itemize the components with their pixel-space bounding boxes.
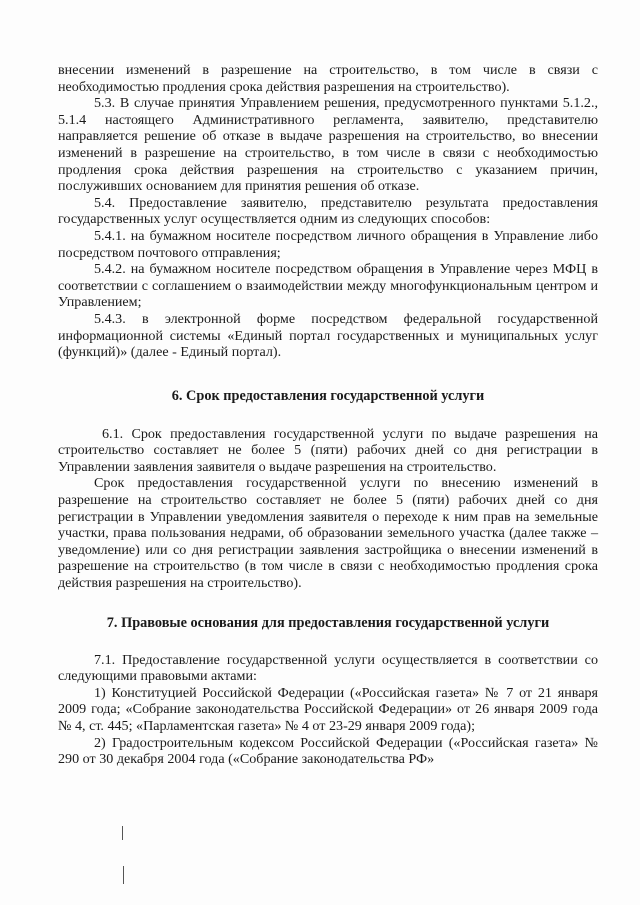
scan-mark (123, 866, 124, 884)
paragraph-5-4: 5.4. Предоставление заявителю, представителю результата предоставления государственных услуг осуществляется одним из следующих способов: (58, 194, 598, 228)
paragraph-7-1: 7.1. Предоставление государственной услуги осуществляется в соответствии со следующими правовыми актами: (58, 651, 598, 685)
paragraph-5-4-2: 5.4.2. на бумажном носителе посредством обращения в Управление через МФЦ в соответствии с соглашением о взаимодействии между многофункциональным центром и Управлением; (58, 261, 598, 311)
section-6-heading: 6. Срок предоставления государственной услуги (171, 387, 485, 404)
paragraph-6-1: 6.1. Срок предоставления государственной услуги по выдаче разрешения на строительство составляет не более 5 (пяти) рабочих дней со дня регистрации в Управлении заявления заявителя о выдаче разрешения на строительство. (58, 425, 598, 475)
paragraph-7-1-item-1: 1) Конституцией Российской Федерации («Российская газета» № 7 от 21 января 2009 года; «Собрание законодательства Российской Федерации» от 26 января 2009 года № 4, ст. 445; «Парламентская газета» № 4 от 23-29 января 2009 года); (58, 684, 598, 734)
paragraph-continuation: внесении изменений в разрешение на строительство, в том числе в связи с необходимостью продления срока действия разрешения на строительство). (58, 62, 598, 95)
scan-mark (122, 826, 123, 840)
document-body (58, 62, 598, 768)
paragraph-5-3: 5.3. В случае принятия Управлением решения, предусмотренного пунктами 5.1.2., 5.1.4 настоящего Административного регламента, заявителю, представителю направляется решение об отказе в выдаче разрешения на строительство, во внесении изменений в разрешение на строительство, в том числе в связи с необходимостью продления срока действия разрешения на строительство с указанием причин, послуживших основанием для принятия решения об отказе. (58, 95, 598, 195)
paragraph-5-4-3: 5.4.3. в электронной форме посредством федеральной государственной информационной системы «Единый портал государственных и муниципальных услуг (функций)» (далее - Единый портал). (58, 310, 598, 361)
paragraph-7-1-item-2: 2) Градостроительным кодексом Российской Федерации («Российская газета» № 290 от 30 декабря 2004 года («Собрание законодательства РФ» (58, 734, 598, 768)
section-7-heading: 7. Правовые основания для предоставления государственной услуги (106, 614, 550, 631)
paragraph-5-4-1: 5.4.1. на бумажном носителе посредством личного обращения в Управление либо посредством почтового отправления; (58, 227, 598, 261)
paragraph-6-1-changes: Срок предоставления государственной услуги по внесению изменений в разрешение на строительство составляет не более 5 (пяти) рабочих дней со дня регистрации в Управлении уведомления заявителя о переходе к ним прав на земельные участки, права пользования недрами, об образовании земельного участка (далее также – уведомление) или со дня регистрации заявления застройщика о внесении изменений в разрешение на строительство (в том числе в связи с необходимостью продления срока действия разрешения на строительство). (58, 475, 598, 592)
